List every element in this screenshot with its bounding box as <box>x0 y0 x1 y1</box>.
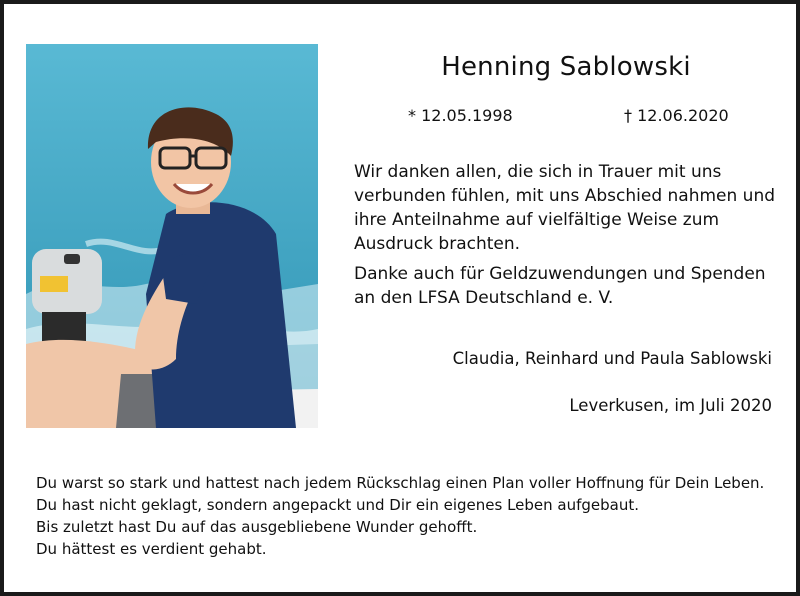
quote-line: Du hättest es verdient gehabt. <box>36 540 267 558</box>
portrait-illustration <box>26 44 318 428</box>
deceased-name: Henning Sablowski <box>441 52 691 82</box>
portrait-photo <box>26 44 318 428</box>
thanks-paragraph: Wir danken allen, die sich in Trauer mit uns verbunden fühlen, mit uns Abschied nahmen und ihre Anteilnahme auf vielfältige Weise zum Ausdruck brachten. <box>354 162 776 254</box>
death-date: † 12.06.2020 <box>624 106 729 125</box>
memorial-quote <box>36 472 786 560</box>
place-date: Leverkusen, im Juli 2020 <box>569 396 772 415</box>
donation-paragraph: Danke auch für Geldzuwendungen und Spenden an den LFSA Deutschland e. V. <box>354 264 766 308</box>
birth-date: * 12.05.1998 <box>408 106 513 125</box>
quote-line: Bis zuletzt hast Du auf das ausgebliebene Wunder gehofft. <box>36 518 478 536</box>
quote-line: Du warst so stark und hattest nach jedem Rückschlag einen Plan voller Hoffnung für Dein Leben. <box>36 474 765 492</box>
quote-line: Du hast nicht geklagt, sondern angepackt und Dir ein eigenes Leben aufgebaut. <box>36 496 640 514</box>
thanks-text <box>354 160 784 316</box>
family-signature: Claudia, Reinhard und Paula Sablowski <box>452 349 772 368</box>
